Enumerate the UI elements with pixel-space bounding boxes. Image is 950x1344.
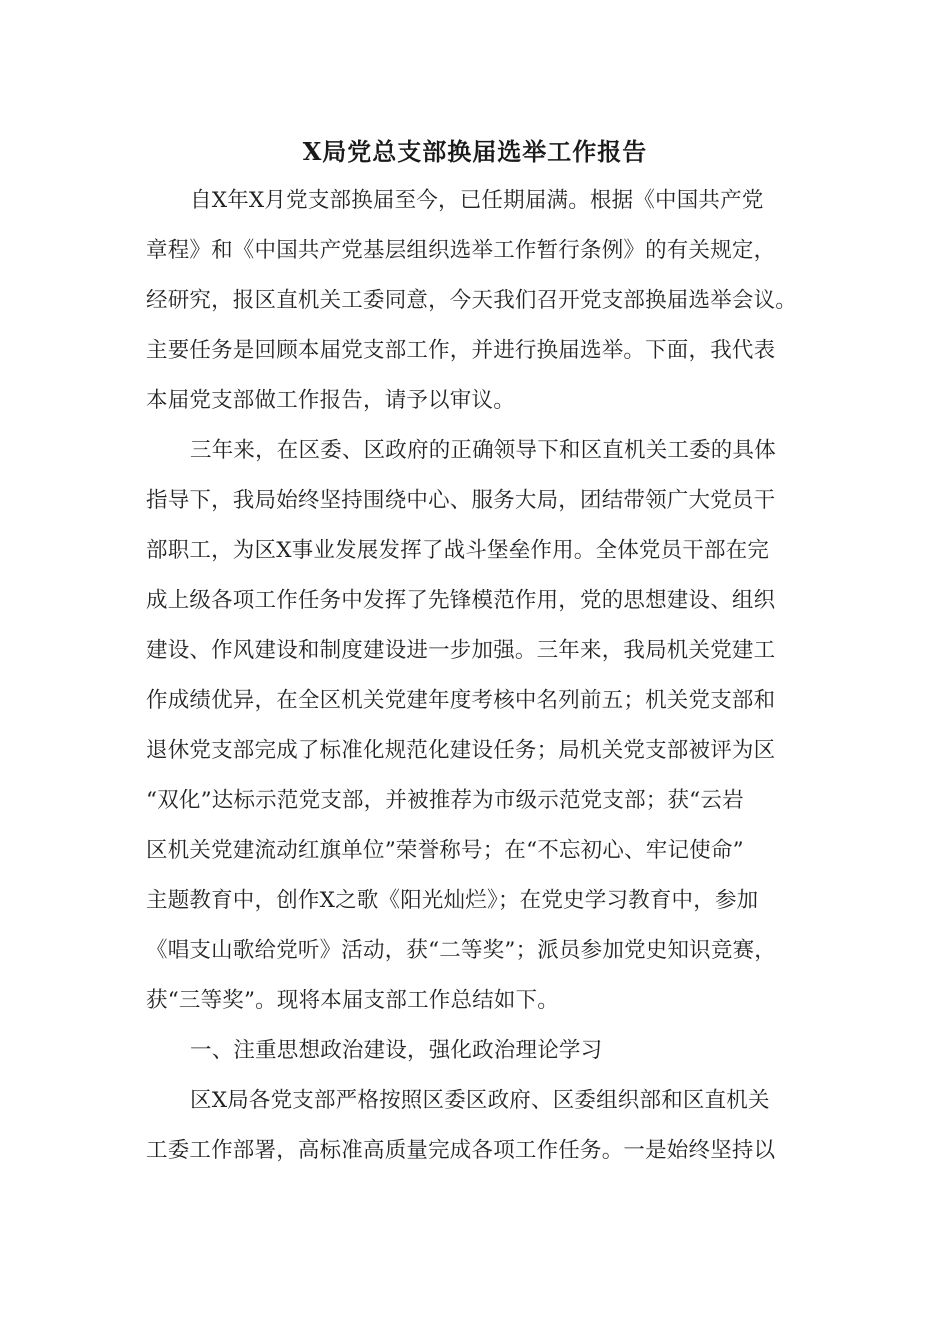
- paragraph-1-line-1: 自X年X月党支部换届至今，已任期届满。根据《中国共产党: [190, 188, 764, 213]
- paragraph-2-line-10: 主题教育中，创作X之歌《阳光灿烂》；在党史学习教育中，参加: [146, 888, 759, 913]
- paragraph-2-line-9: 区机关党建流动红旗单位”荣誉称号；在“不忘初心、牢记使命”: [146, 838, 744, 863]
- paragraph-2-line-4: 成上级各项工作任务中发挥了先锋模范作用，党的思想建设、组织: [146, 588, 776, 613]
- paragraph-2-line-8: “双化”达标示范党支部，并被推荐为市级示范党支部；获“云岩: [146, 788, 744, 813]
- paragraph-1-line-4: 主要任务是回顾本届党支部工作，并进行换届选举。下面，我代表: [146, 338, 776, 363]
- paragraph-3-line-2: 工委工作部署，高标准高质量完成各项工作任务。一是始终坚持以: [146, 1138, 776, 1163]
- paragraph-2-line-12: 获“三等奖”。现将本届支部工作总结如下。: [146, 988, 559, 1013]
- paragraph-2-line-11: 《唱支山歌给党听》活动，获“二等奖”；派员参加党史知识竞赛，: [146, 938, 776, 963]
- section-heading-1: 一、注重思想政治建设，强化政治理论学习: [190, 1038, 603, 1063]
- document-title: X局党总支部换届选举工作报告: [302, 137, 648, 166]
- paragraph-2-line-2: 指导下，我局始终坚持围绕中心、服务大局，团结带领广大党员干: [146, 488, 776, 513]
- paragraph-3-line-1: 区X局各党支部严格按照区委区政府、区委组织部和区直机关: [190, 1088, 770, 1113]
- paragraph-2-line-6: 作成绩优异，在全区机关党建年度考核中名列前五；机关党支部和: [146, 688, 776, 713]
- paragraph-2-line-1: 三年来，在区委、区政府的正确领导下和区直机关工委的具体: [190, 438, 776, 463]
- paragraph-1-line-5: 本届党支部做工作报告，请予以审议。: [146, 388, 515, 413]
- paragraph-1-line-3: 经研究，报区直机关工委同意，今天我们召开党支部换届选举会议。: [146, 288, 798, 313]
- paragraph-2-line-7: 退休党支部完成了标准化规范化建设任务；局机关党支部被评为区: [146, 738, 776, 763]
- paragraph-1-line-2: 章程》和《中国共产党基层组织选举工作暂行条例》的有关规定，: [146, 238, 776, 263]
- paragraph-2-line-5: 建设、作风建设和制度建设进一步加强。三年来，我局机关党建工: [146, 638, 776, 663]
- paragraph-2-line-3: 部职工，为区X事业发展发挥了战斗堡垒作用。全体党员干部在完: [146, 538, 770, 563]
